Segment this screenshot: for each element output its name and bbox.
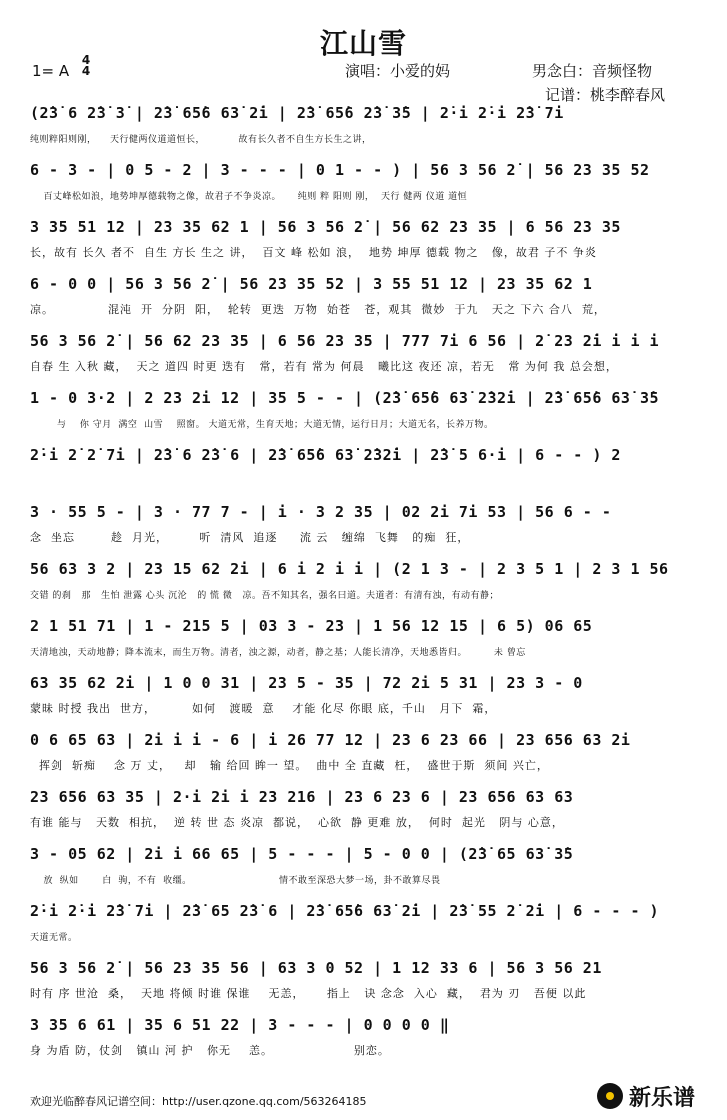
lyric-line: 纯则粹阳则刚， 天行健两仪道道恒长， 故有长久者不自生方长生之讲，	[30, 135, 372, 145]
lyric-line: 蒙昧 时授 我出 世方， 如何 渡暖 意 才能 化尽 你眼 底，千山 月下 霜，	[30, 702, 497, 715]
lyric-line: 天道无常。	[30, 933, 78, 943]
notation-line: 1 - 0 3·2 | 2 23 2i 12 | 35 5 - - | (2̇3̇ 65̇6 63̇ 2̇32̇i | 2̇3̇ 65̇6 63̇ 3̇5	[30, 389, 660, 407]
notation-line: 56 3 56 2̇ | 56 23 35 56 | 63 3 0 52 | 1 12 33 6 | 56 3 56 21	[30, 959, 602, 977]
lyric-line: 交错 的刹 那 生怕 泄露 心头 沉沦 的 慌 微 凉。吾不知其名，强名曰道。夫道者：有清有浊，有动有静；	[30, 591, 499, 601]
lyric-line: 时有 序 世沧 桑， 天地 将倾 时谁 保谁 无恙， 指上 诀 念念 入心 藏， 君为 刃 吾便 以此	[30, 987, 587, 1000]
lyric-line: 身 为盾 防，仗剑 镇山 河 护 你无 恙。 别恋。	[30, 1044, 390, 1057]
singer-credit: 演唱：小爱的妈	[345, 62, 451, 80]
music-disc-icon	[597, 1083, 623, 1109]
notation-line: 56 3 56 2̇ | 56 62 23 35 | 6 56 23 35 | 777 7i 6 56 | 2̇ 23 2̇i i i i	[30, 332, 660, 350]
song-title: 江山雪	[319, 27, 407, 60]
notation-line: (2̇3̇ 6 2̇3̇ 3̇ | 2̇3̇ 65̇6 63̇ 2̇i | 2̇3̇ 65̇6 2̇3̇ 3̇5 | 2̇·i 2̇·i 2̇3̇ 7i	[30, 104, 564, 122]
key-signature: 1= A	[32, 62, 70, 80]
notation-line: 3 35 51 12 | 23 35 62 1 | 56 3 56 2̇ | 56 62 23 35 | 6 56 23 35	[30, 218, 621, 236]
notation-line: 0 6 65 63 | 2i i i - 6 | i 26 77 12 | 23 6 23 66 | 23 656 63 2i	[30, 731, 631, 749]
time-signature-bottom: 4	[81, 64, 91, 78]
notation-line: 6 - 3 - | 0 5 - 2 | 3 - - - | 0 1 - - ) | 56 3 56 2̇ | 56 23 35 52	[30, 161, 650, 179]
notation-line: 23 656 63 35 | 2·i 2i i 23 216 | 23 6 23 6 | 23 656 63 63	[30, 788, 574, 806]
lyric-line: 天清地浊，天动地静；降本流末，而生万物。清者，浊之源，动者，静之基；人能长清净，天地悉皆归。 未 曾忘	[30, 648, 526, 658]
notation-line: 56 63 3 2 | 23 15 62 2i | 6 i 2 i i | (2 1 3 - | 2 3 5 1 | 2 3 1 56	[30, 560, 669, 578]
notation-line: 3 35 6 61 | 35 6 51 22 | 3 - - - | 0 0 0 0 ‖	[30, 1016, 450, 1034]
lyric-line: 有谁 能与 天数 相抗， 逆 转 世 态 炎凉 都说， 心欲 静 更难 放， 何时 起光 阴与 心意，	[30, 816, 564, 829]
lyric-line: 长，故有 长久 者不 自生 方长 生之 讲， 百文 峰 松如 浪， 地势 坤厚 德载 物之 像，故君 子不 争炎	[30, 246, 597, 259]
notation-line: 3 · 55 5 - | 3 · 77 7 - | i · 3 2 35 | 02 2i 7i 53 | 56 6 - -	[30, 503, 612, 521]
lyric-line	[30, 472, 699, 488]
lyric-line: 放 纵如 白 驹，不有 收缰。 情不敢至深恐大梦一场，卦不敢算尽畏	[30, 876, 441, 886]
notation-line: 3 - 05 62 | 2i i 66 65 | 5 - - - | 5 - 0 0 | (2̇3̇ 65 63̇ 3̇5	[30, 845, 574, 863]
narration-credit: 男念白：音频怪物	[532, 62, 653, 80]
lyric-line: 与 你 守月 满空 山雪 照窗。 大道无常，生育天地；大道无情，运行日月；大道无名，长养万物。	[30, 420, 494, 430]
logo-text: 新乐谱	[629, 1085, 696, 1111]
site-logo	[597, 1080, 717, 1112]
arranger-credit: 记谱：桃李醉春风	[545, 86, 666, 104]
time-signature-top: 4	[81, 53, 91, 67]
lyric-line: 念 坐忘 趁 月光， 听 清风 追逐 流 云 缠绵 飞舞 的痴 狂，	[30, 531, 470, 544]
notation-line: 6 - 0 0 | 56 3 56 2̇ | 56 23 35 52 | 3 55 51 12 | 23 35 62 1	[30, 275, 593, 293]
time-signature	[80, 55, 92, 77]
lyric-line: 百丈峰松如浪，地势坤厚德载物之像，故君子不争炎凉。 纯则 粹 阳则 刚， 天行 健两 仪道 道恒	[30, 192, 468, 202]
notation-line: 2̇·i 2̇·i 2̇3̇ 7i | 2̇3̇ 65 2̇3̇ 6 | 2̇3̇ 65̇6 63̇ 2̇i | 2̇3̇ 55 2̇ 2̇i | 6 - - - )	[30, 902, 660, 920]
notation-line: 2 1 51 71 | 1 - 215 5 | 03 3 - 23 | 1 56 12 15 | 6 5) 06 65	[30, 617, 593, 635]
lyric-line: 凉。 混沌 开 分阴 阳， 轮转 更迭 万物 始苍 苍，观其 微妙 于九 天之 下六 合八 荒，	[30, 303, 606, 316]
lyric-line: 挥剑 斩痴 念 万 丈， 却 输 给回 眸一 望。 曲中 全 直藏 枉， 盛世于斯 须间 兴亡，	[30, 759, 549, 772]
notation-line: 2̇·i 2̇ 2̇ 7i | 2̇3̇ 6 2̇3̇ 6 | 2̇3̇ 65̇6 63̇ 2̇32̇i | 2̇3̇ 5 6·i | 6 - - ) 2	[30, 446, 621, 464]
notation-line: 63 35 62 2i | 1 0 0 31 | 23 5 - 35 | 72 2i 5 31 | 23 3 - 0	[30, 674, 583, 692]
footer-credit: 欢迎光临醉春风记谱空间：http://user.qzone.qq.com/563264185	[30, 1095, 367, 1108]
lyric-line: 自春 生 入秋 藏， 天之 道四 时更 迭有 常，若有 常为 何晨 曦比这 夜还 凉，若无 常 为何 我 总会想，	[30, 360, 618, 373]
